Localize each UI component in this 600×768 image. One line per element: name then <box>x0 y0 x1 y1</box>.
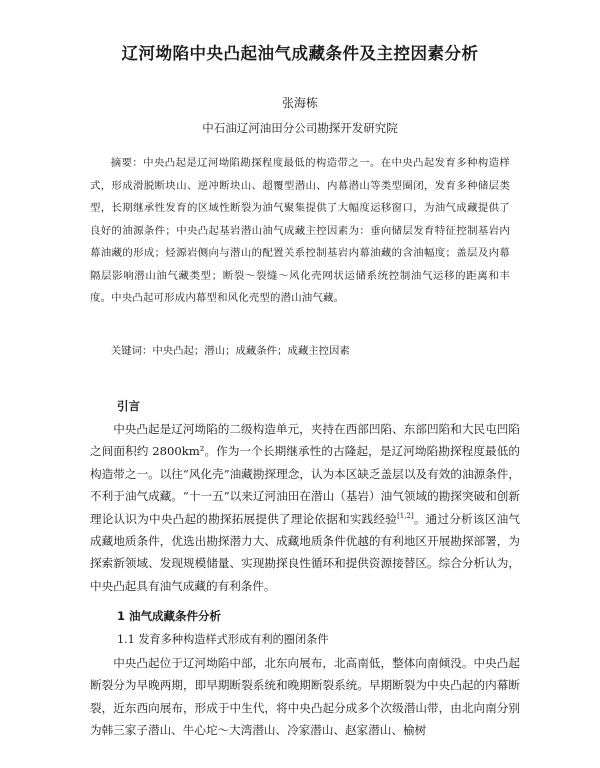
intro-text-part1: 中央凸起是辽河坳陷的二级构造单元，夹持在西部凹陷、东部凹陷和大民屯凹陷之间面积约 2800km²。作为一个长期继承性的古隆起，是辽河坳陷勘探程度最低的构造带之一。以往“风化壳”油藏勘探理念，认为本区缺乏盖层以及有效的油源条件，不利于油气成藏。“十一五”以来辽河油田在潜山（基岩）油气领域的勘探突破和创新理论认识为中央凸起的勘探拓展提供了理论依据和实践经验 <box>90 422 520 526</box>
author-affiliation: 中石油辽河油田分公司勘探开发研究院 <box>202 121 398 135</box>
intro-heading: 引言 <box>117 399 140 413</box>
author-name: 张海栋 <box>281 96 318 110</box>
section-1-heading: 1 油气成藏条件分析 <box>117 609 222 623</box>
abstract: 摘要：中央凸起是辽河坳陷勘探程度最低的构造带之一。在中央凸起发育多种构造样式，形成滑脱断块山、逆冲断块山、超覆型潜山、内幕潜山等类型圈闭，发育多种储层类型，长期继承性发育的区域性断裂为油气聚集提供了大幅度运移窗口，为油气成藏提供了良好的油源条件；中央凸起基岩潜山油气成藏主控因素为：垂向储层发育特征控制基岩内幕油藏的形成；烃源岩侧向与潜山的配置关系控制基岩内幕油藏的含油幅度；盖层及内幕隔层影响潜山油气藏类型；断裂～裂缝～风化壳网状运储系统控制油气运移的距离和丰度。中央凸起可形成内幕型和风化壳型的潜山油气藏。 <box>90 157 510 304</box>
keywords: 关键词：中央凸起；潜山；成藏条件；成藏主控因素 <box>110 345 350 357</box>
paper-title: 辽河坳陷中央凸起油气成藏条件及主控因素分析 <box>121 44 479 63</box>
intro-paragraph <box>90 418 520 597</box>
section-1-1-paragraph: 中央凸起位于辽河坳陷中部，北东向展布，北高南低，整体向南倾没。中央凸起断裂分为早晚两期，即早期断裂系统和晚期断裂系统。早期断裂为中央凸起的内幕断裂，近东西向展布，形成于中生代，将中央凸起分成多个次级潜山带，由北向南分别为韩三家子潜山、牛心坨～大湾潜山、冷家潜山、赵家潜山、榆树 <box>90 656 520 738</box>
intro-text-part2: 。通过分析该区油气成藏地质条件，优选出勘探潜力大、成藏地质条件优越的有利地区开展勘探部署，为探索新领域、发现规模储量、实现勘探良性循环和提供资源接替区。综合分析认为，中央凸起具有油气成藏的有利条件。 <box>90 511 520 593</box>
citation: [1,2] <box>397 511 414 520</box>
section-1-1-heading: 1.1 发育多种构造样式形成有利的圈闭条件 <box>117 633 329 646</box>
